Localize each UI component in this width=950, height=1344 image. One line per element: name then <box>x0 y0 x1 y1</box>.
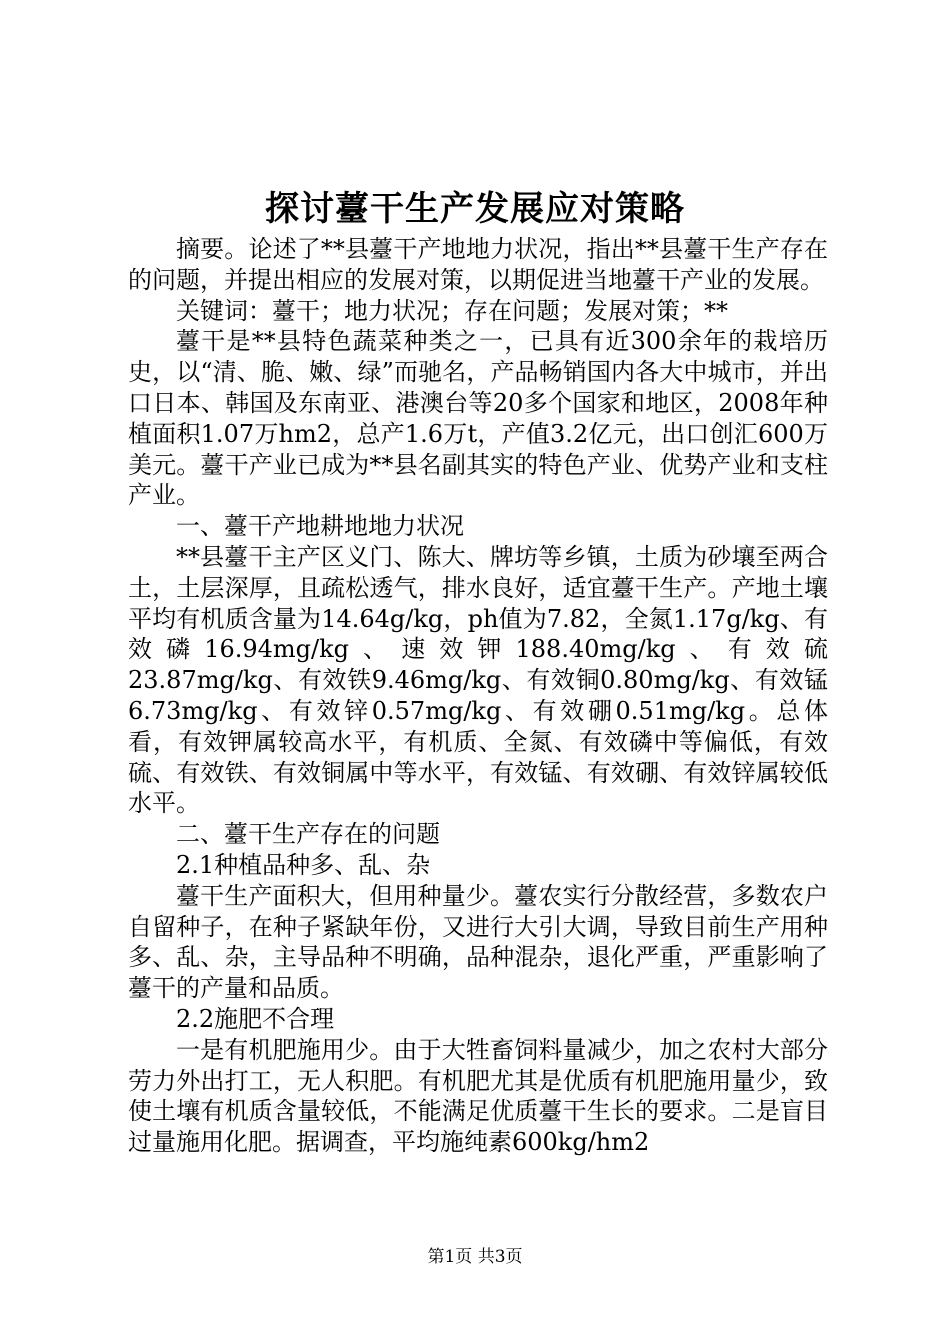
soil-paragraph: **县薹干主产区义门、陈大、牌坊等乡镇，土质为砂壤至两合土，土层深厚，且疏松透气，排水良好，适宜薹干生产。产地土壤平均有机质含量为14.64g/kg，ph值为7.82，全氮1.17g/kg、有效磷16.94mg/kg、速效钾188.40mg/kg、有效硫23.87mg/kg、有效铁9.46mg/kg、有效铜0.80mg/kg、有效锰6.73mg/kg、有效锌0.57mg/kg、有效硼0.51mg/kg。总体看，有效钾属较高水平，有机质、全氮、有效磷中等偏低，有效硫、有效铁、有效铜属中等水平，有效锰、有效硼、有效锌属较低水平。 <box>128 542 828 818</box>
subsection-heading-2-1: 2.1种植品种多、乱、杂 <box>176 850 431 879</box>
varieties-paragraph: 薹干生产面积大，但用种量少。薹农实行分散经营，多数农户自留种子，在种子紧缺年份，又进行大引大调，导致目前生产用种多、乱、杂，主导品种不明确，品种混杂，退化严重，严重影响了薹干的产量和品质。 <box>128 881 828 1003</box>
keywords-paragraph: 关键词：薹干；地力状况；存在问题；发展对策；** <box>176 296 728 325</box>
fertilizer-paragraph: 一是有机肥施用少。由于大牲畜饲料量减少，加之农村大部分劳力外出打工，无人积肥。有机肥尤其是优质有机肥施用量少，致使土壤有机质含量较低，不能满足优质薹干生长的要求。二是盲目过量施用化肥。据调查，平均施纯素600kg/hm2 <box>128 1035 828 1157</box>
page-footer: 第1页 共3页 <box>427 1247 523 1267</box>
intro-paragraph: 薹干是**县特色蔬菜种类之一，已具有近300余年的栽培历史，以“清、脆、嫩、绿”而驰名，产品畅销国内各大中城市，并出口日本、韩国及东南亚、港澳台等20多个国家和地区，2008年种植面积1.07万hm2，总产1.6万t，产值3.2亿元，出口创汇600万美元。薹干产业已成为**县名副其实的特色产业、优势产业和支柱产业。 <box>128 327 828 510</box>
section-heading-2: 二、薹干生产存在的问题 <box>176 820 440 849</box>
document-body <box>128 234 828 1158</box>
subsection-heading-2-2: 2.2施肥不合理 <box>176 1004 335 1033</box>
section-heading-1: 一、薹干产地耕地地力状况 <box>176 512 464 541</box>
document-title: 探讨薹干生产发展应对策略 <box>265 189 685 229</box>
abstract-paragraph: 摘要。论述了**县薹干产地地力状况，指出**县薹干生产存在的问题，并提出相应的发展对策，以期促进当地薹干产业的发展。 <box>128 235 828 294</box>
